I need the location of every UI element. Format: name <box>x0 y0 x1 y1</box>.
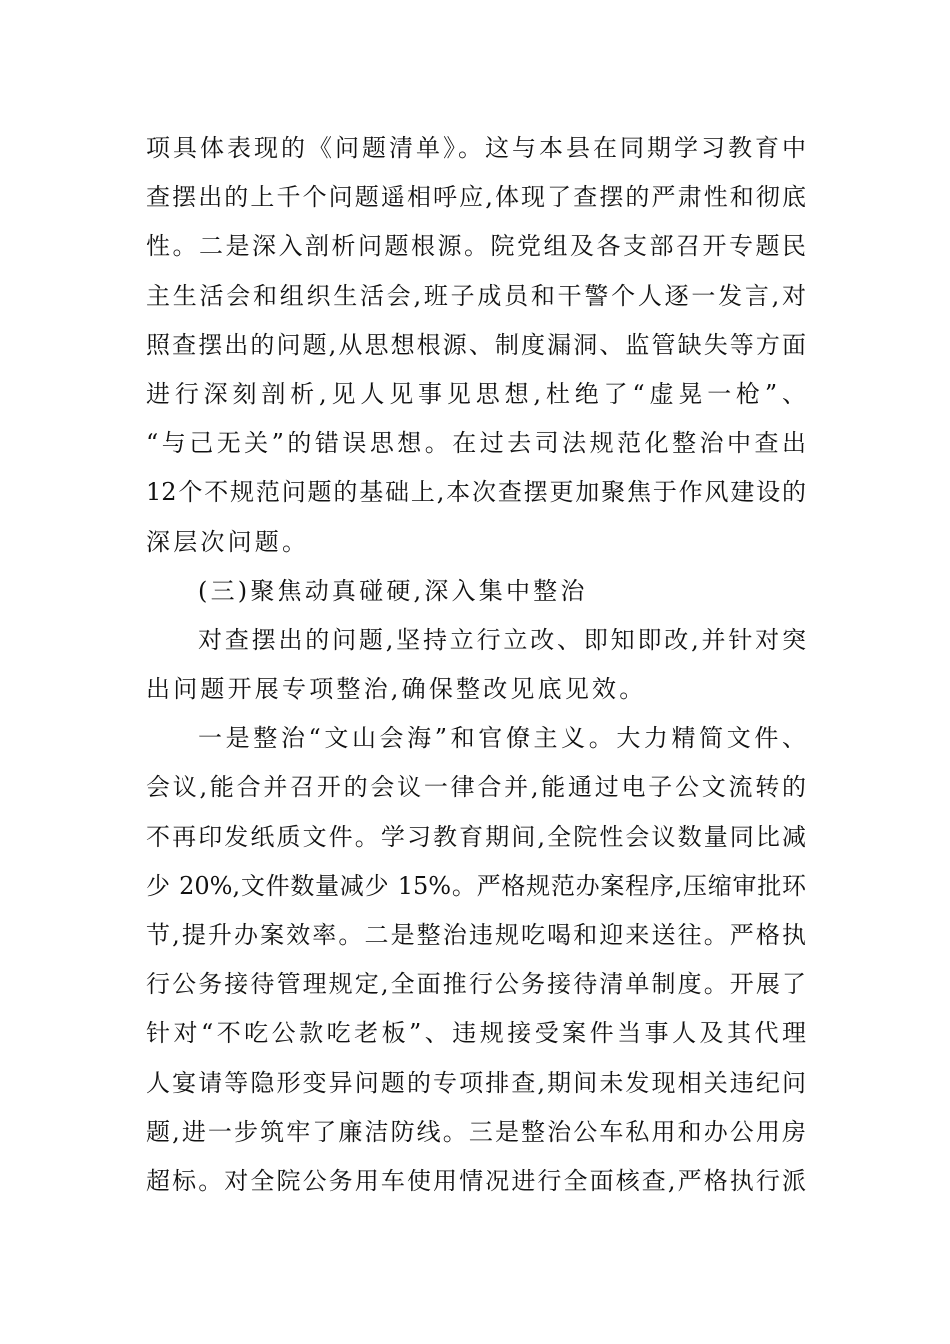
text-line: 会议,能合并召开的会议一律合并,能通过电子公文流转的 <box>146 773 806 802</box>
section-heading-text: (三)聚焦动真碰硬,深入集中整治 <box>198 576 588 605</box>
text-line: 少 20%,文件数量减少 15%。严格规范办案程序,压缩审批环 <box>146 871 806 900</box>
text-line: 出问题开展专项整治,确保整改见底见效。 <box>146 675 647 704</box>
text-line: 节,提升办案效率。二是整治违规吃喝和迎来送往。严格执 <box>146 921 806 949</box>
text-line: 主生活会和组织生活会,班子成员和干警个人逐一发言,对 <box>146 281 806 310</box>
text-line: 不再印发纸质文件。学习教育期间,全院性会议数量同比减 <box>146 822 806 851</box>
text-line: 对查摆出的问题,坚持立行立改、即知即改,并针对突 <box>198 625 806 654</box>
text-line: 行公务接待管理规定,全面推行公务接待清单制度。开展了 <box>146 970 806 999</box>
paragraph-rectification-details <box>146 714 806 1206</box>
text-line: 一是整治“文山会海”和官僚主义。大力精简文件、 <box>198 724 806 753</box>
text-line: 项具体表现的《问题清单》。这与本县在同期学习教育中 <box>146 134 806 162</box>
text-line: 人宴请等隐形变异问题的专项排查,期间未发现相关违纪问 <box>146 1068 806 1097</box>
text-line: 题,进一步筑牢了廉洁防线。三是整治公车私用和办公用房 <box>146 1117 806 1146</box>
text-line: 性。二是深入剖析问题根源。院党组及各支部召开专题民 <box>146 232 806 261</box>
paragraph-rectification-intro <box>146 616 806 714</box>
text-line: 深层次问题。 <box>146 527 310 556</box>
text-line: 针对“不吃公款吃老板”、违规接受案件当事人及其代理 <box>146 1019 806 1048</box>
text-line: 查摆出的上千个问题遥相呼应,体现了查摆的严肃性和彻底 <box>146 183 806 212</box>
text-line: “与己无关”的错误思想。在过去司法规范化整治中查出 <box>146 429 806 458</box>
text-line: 超标。对全院公务用车使用情况进行全面核查,严格执行派 <box>146 1166 806 1195</box>
paragraph-problem-analysis <box>146 124 806 567</box>
document-page <box>146 124 806 1206</box>
text-line: 12个不规范问题的基础上,本次查摆更加聚焦于作风建设的 <box>146 478 806 507</box>
text-line: 照查摆出的问题,从思想根源、制度漏洞、监管缺失等方面 <box>146 330 806 359</box>
section-heading-3 <box>146 567 806 616</box>
text-line: 进行深刻剖析,见人见事见思想,杜绝了“虚晃一枪”、 <box>146 379 806 408</box>
